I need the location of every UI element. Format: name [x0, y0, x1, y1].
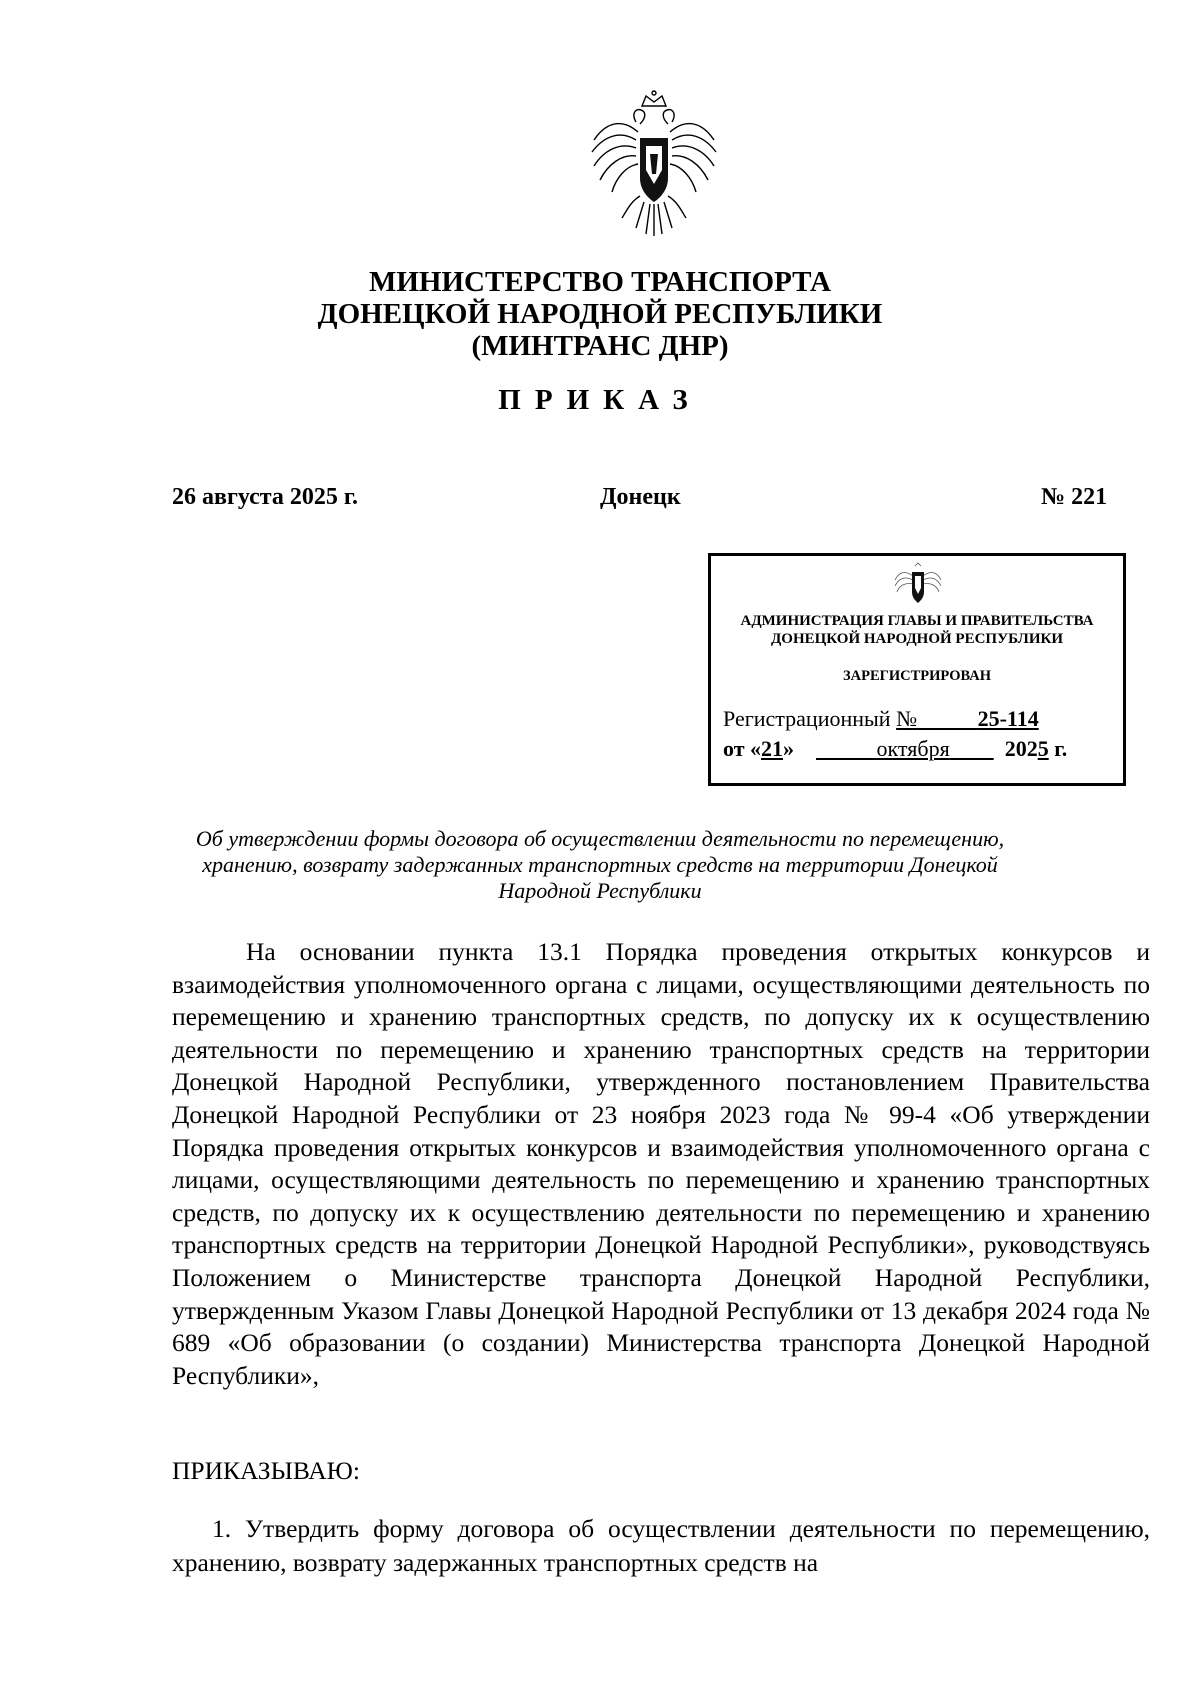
stamp-emblem-icon: [893, 562, 943, 608]
order-number: № 221: [1041, 484, 1108, 510]
order-item-1: 1. Утвердить форму договора об осуществлении деятельности по перемещению, хранению, возврату задержанных транспортных средств на: [172, 1514, 1150, 1577]
order-subject: Об утверждении формы договора об осуществлении деятельности по перемещению, хранению, возврату задержанных транспортных средств на территории Донецкой Народной Республики: [195, 826, 1005, 903]
preamble-paragraph: На основании пункта 13.1 Порядка проведения открытых конкурсов и взаимодействия уполномоченного органа с лицами, осуществляющими деятельность по перемещению и хранению транспортных средств, по допуску их к осуществлению деятельности по перемещению и хранению транспортных средств на территории Донецкой Народной Республики, утвержденного постановлением Правительства Донецкой Народной Республики от 23 ноября 2023 года № 99-4 «Об утверждении Порядка проведения открытых конкурсов и взаимодействия уполномоченного органа с лицами, осуществляющими деятельность по перемещению и хранению транспортных средств, по допуску их к осуществлению деятельности по перемещению и хранению транспортных средств на территории Донецкой Народной Республики», руководствуясь Положением о Министерстве транспорта Донецкой Народной Республики, утвержденным Указом Главы Донецкой Народной Республики от 13 декабря 2024 года № 689 «Об образовании (о создании) Министерства транспорта Донецкой Народной Республики»,: [172, 937, 1150, 1390]
ministry-abbreviation: (МИНТРАНС ДНР): [471, 330, 729, 362]
ministry-name-line1: МИНИСТЕРСТВО ТРАНСПОРТА: [369, 266, 831, 298]
registration-number-line: [723, 706, 1039, 732]
order-city: Донецк: [600, 484, 681, 510]
reg-year-suffix: 5: [1037, 736, 1049, 761]
reg-number: 25-114: [977, 706, 1039, 731]
order-date: 26 августа 2025 г.: [172, 484, 359, 510]
reg-month: октября: [876, 736, 950, 761]
reg-year-unit: г.: [1054, 736, 1068, 761]
reg-no-sign: №: [896, 706, 918, 731]
from-label: от «: [723, 736, 762, 761]
order-preamble: [172, 936, 1150, 1392]
registration-stamp: [708, 553, 1126, 786]
ministry-name-line2: ДОНЕЦКОЙ НАРОДНОЙ РЕСПУБЛИКИ: [317, 298, 883, 330]
registration-date-line: [723, 736, 1067, 762]
coat-of-arms-emblem: [586, 88, 722, 240]
reg-label: Регистрационный: [723, 706, 891, 731]
stamp-org-line2: ДОНЕЦКОЙ НАРОДНОЙ РЕСПУБЛИКИ: [770, 631, 1064, 647]
order-title: ПРИКАЗ: [498, 384, 702, 416]
orders-label: ПРИКАЗЫВАЮ:: [172, 1456, 360, 1485]
reg-day-close: »: [783, 736, 795, 761]
stamp-status: ЗАРЕГИСТРИРОВАН: [843, 668, 991, 684]
stamp-org-line1: АДМИНИСТРАЦИЯ ГЛАВЫ И ПРАВИТЕЛЬСТВА: [740, 613, 1094, 629]
reg-year-prefix: 202: [1004, 736, 1038, 761]
reg-day: 21: [761, 736, 784, 761]
